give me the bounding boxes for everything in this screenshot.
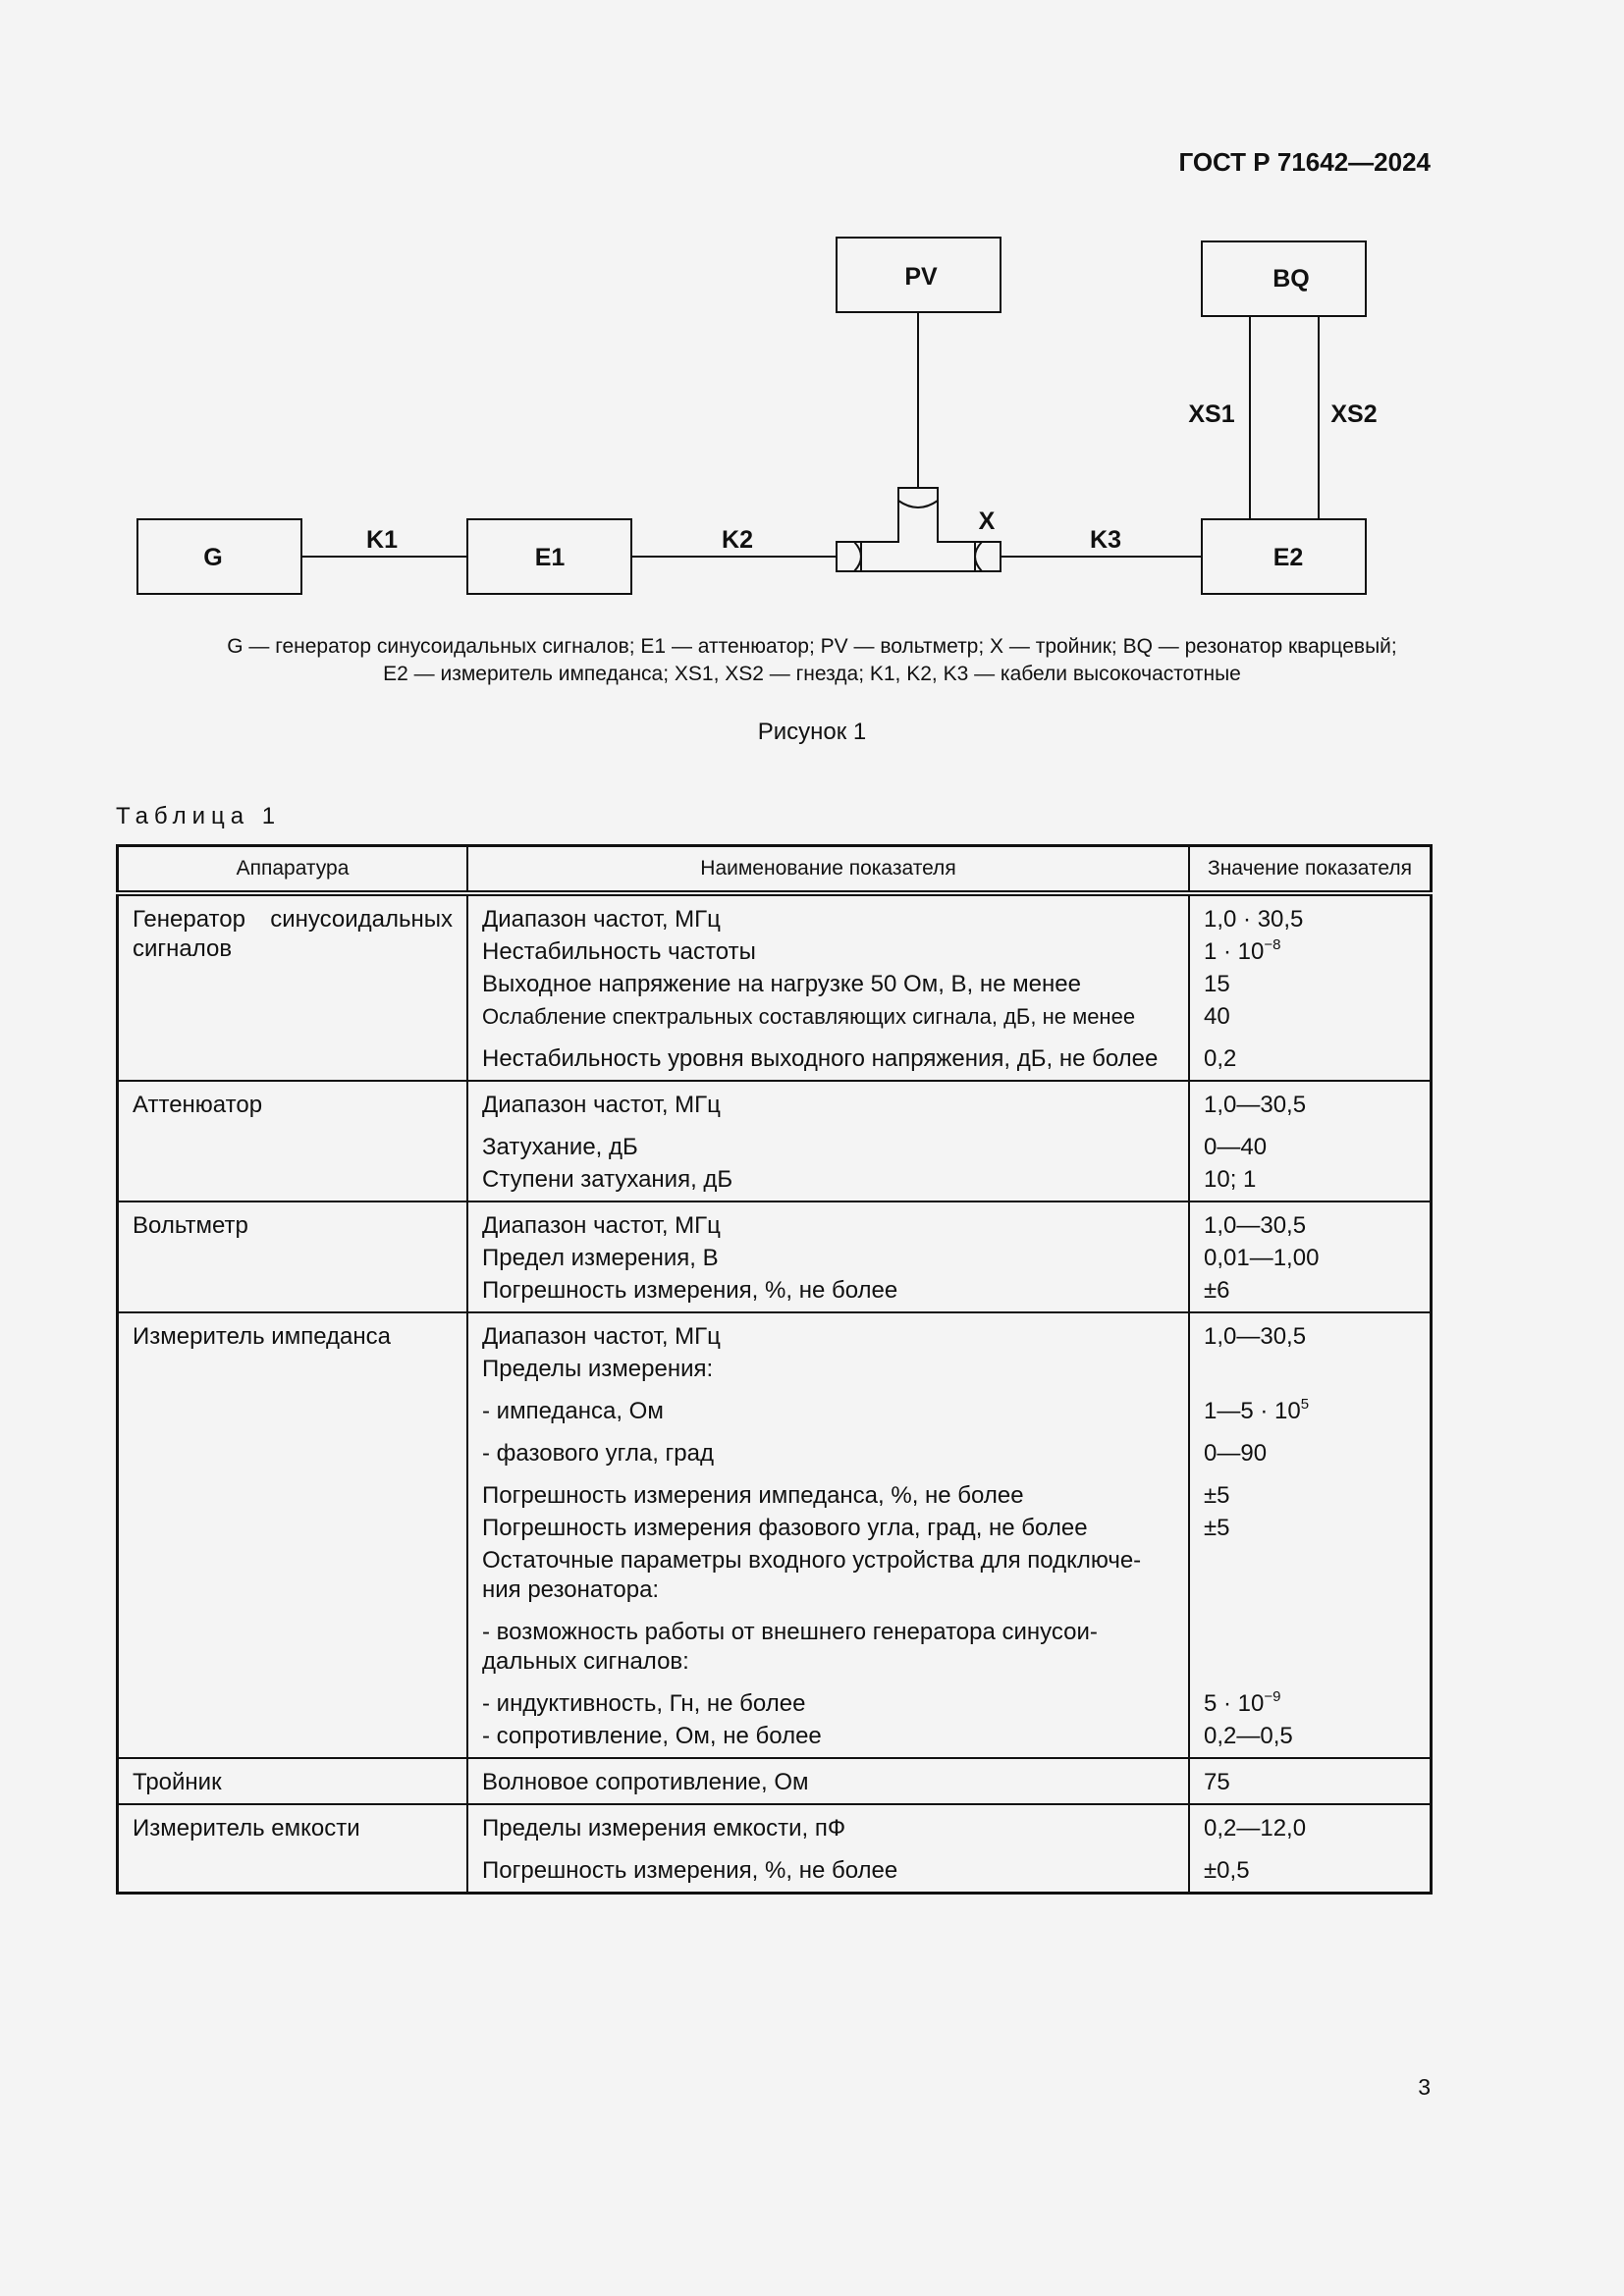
- value-cell: 10; 1: [1189, 1163, 1432, 1201]
- value-cell: [1189, 935, 1432, 968]
- column-header-value: Значение показателя: [1189, 846, 1432, 894]
- figure-legend-line-1: G — генератор синусоидальных сигналов; E1 — аттенюатор; PV — вольтметр; X — тройник; BQ — резонатор кварцевый;: [227, 635, 1397, 658]
- value-base: 5 · 10: [1204, 1690, 1265, 1717]
- tee-connector-symbol: [837, 488, 1001, 571]
- value-cell: [1189, 1678, 1432, 1720]
- table-title: Таблица 1: [116, 803, 282, 829]
- parameter-cell: Остаточные параметры входного устройства для подключе-ния резонатора:: [467, 1544, 1189, 1606]
- value-cell: [1189, 1606, 1432, 1678]
- table-group-tee: [118, 1758, 1432, 1804]
- parameter-cell: Предел измерения, В: [467, 1242, 1189, 1274]
- resonator-bq-label: BQ: [1272, 265, 1310, 293]
- column-header-apparatus: Аппаратура: [118, 846, 468, 894]
- table-row: [118, 1758, 1432, 1804]
- tee-x-label: X: [978, 507, 996, 535]
- apparatus-cell: Измеритель емкости: [118, 1804, 468, 1894]
- parameter-cell: - фазового угла, град: [467, 1427, 1189, 1469]
- table-group-impedance-meter: [118, 1312, 1432, 1758]
- generator-g-label: G: [203, 544, 223, 571]
- figure-caption: Рисунок 1: [757, 719, 867, 745]
- table-header-row: [118, 846, 1432, 894]
- table-row: [118, 893, 1432, 935]
- parameter-cell: Ослабление спектральных составляющих сигнала, дБ, не менее: [467, 1000, 1189, 1033]
- figure-legend: [0, 633, 1624, 688]
- impedance-meter-e2-label: E2: [1272, 544, 1304, 571]
- socket-xs1-label: XS1: [1188, 400, 1235, 428]
- value-cell: 0,01—1,00: [1189, 1242, 1432, 1274]
- value-exponent: −8: [1264, 936, 1281, 953]
- table-group-attenuator: [118, 1081, 1432, 1201]
- value-cell: ±6: [1189, 1274, 1432, 1312]
- voltmeter-pv-label: PV: [904, 263, 938, 291]
- page-number: 3: [1418, 2074, 1431, 2100]
- value-cell: [1189, 1385, 1432, 1427]
- parameter-cell: Погрешность измерения, %, не более: [467, 1274, 1189, 1312]
- cable-k2-label: K2: [722, 526, 753, 554]
- equipment-table: [116, 844, 1433, 1895]
- value-cell: 1,0 · 30,5: [1189, 893, 1432, 935]
- parameter-cell: Погрешность измерения фазового угла, град, не более: [467, 1512, 1189, 1544]
- value-cell: ±0,5: [1189, 1844, 1432, 1894]
- table-row: [118, 1201, 1432, 1242]
- parameter-cell: Затухание, дБ: [467, 1121, 1189, 1163]
- apparatus-cell: Аттенюатор: [118, 1081, 468, 1201]
- value-cell: 0,2: [1189, 1033, 1432, 1081]
- apparatus-cell: Генератор синусоидальных сигналов: [118, 893, 468, 1081]
- parameter-cell: Нестабильность частоты: [467, 935, 1189, 968]
- parameter-cell: Диапазон частот, МГц: [467, 1081, 1189, 1121]
- parameter-cell: Пределы измерения:: [467, 1353, 1189, 1385]
- figure-legend-line-2: E2 — измеритель импеданса; XS1, XS2 — гнезда; K1, K2, K3 — кабели высокочастотные: [383, 663, 1241, 685]
- value-cell: 0—40: [1189, 1121, 1432, 1163]
- table-group-generator: [118, 893, 1432, 1081]
- parameter-cell: Погрешность измерения импеданса, %, не более: [467, 1469, 1189, 1512]
- value-base: 1—5 · 10: [1204, 1398, 1301, 1424]
- value-cell: 1,0—30,5: [1189, 1081, 1432, 1121]
- table-row: [118, 1081, 1432, 1121]
- value-cell: 75: [1189, 1758, 1432, 1804]
- table-group-capacitance-meter: [118, 1804, 1432, 1894]
- value-exponent: −9: [1264, 1688, 1281, 1705]
- value-cell: 0—90: [1189, 1427, 1432, 1469]
- value-cell: 1,0—30,5: [1189, 1312, 1432, 1353]
- parameter-cell: - индуктивность, Гн, не более: [467, 1678, 1189, 1720]
- table-group-voltmeter: [118, 1201, 1432, 1312]
- column-header-parameter: Наименование показателя: [467, 846, 1189, 894]
- value-cell: 40: [1189, 1000, 1432, 1033]
- value-cell: ±5: [1189, 1469, 1432, 1512]
- parameter-cell: - сопротивление, Ом, не более: [467, 1720, 1189, 1758]
- table-row: [118, 1312, 1432, 1353]
- parameter-cell: Выходное напряжение на нагрузке 50 Ом, В, не менее: [467, 968, 1189, 1000]
- table-row: [118, 1804, 1432, 1844]
- apparatus-cell: Измеритель импеданса: [118, 1312, 468, 1758]
- apparatus-cell: Тройник: [118, 1758, 468, 1804]
- value-cell: 1,0—30,5: [1189, 1201, 1432, 1242]
- value-cell: [1189, 1353, 1432, 1385]
- parameter-cell: Погрешность измерения, %, не более: [467, 1844, 1189, 1894]
- value-cell: ±5: [1189, 1512, 1432, 1544]
- parameter-cell: Нестабильность уровня выходного напряжения, дБ, не более: [467, 1033, 1189, 1081]
- parameter-cell: Диапазон частот, МГц: [467, 1201, 1189, 1242]
- block-diagram: [0, 0, 1624, 707]
- attenuator-e1-label: E1: [534, 544, 566, 571]
- value-cell: 15: [1189, 968, 1432, 1000]
- cable-k3-label: K3: [1090, 526, 1121, 554]
- apparatus-cell: Вольтметр: [118, 1201, 468, 1312]
- parameter-cell: Диапазон частот, МГц: [467, 893, 1189, 935]
- parameter-cell: - возможность работы от внешнего генератора синусои-дальных сигналов:: [467, 1606, 1189, 1678]
- value-exponent: 5: [1300, 1396, 1310, 1413]
- parameter-cell: Диапазон частот, МГц: [467, 1312, 1189, 1353]
- value-base: 1 · 10: [1204, 938, 1265, 965]
- parameter-cell: - импеданса, Ом: [467, 1385, 1189, 1427]
- cable-k1-label: K1: [366, 526, 398, 554]
- parameter-cell: Волновое сопротивление, Ом: [467, 1758, 1189, 1804]
- value-cell: 0,2—0,5: [1189, 1720, 1432, 1758]
- parameter-cell: Пределы измерения емкости, пФ: [467, 1804, 1189, 1844]
- socket-xs2-label: XS2: [1330, 400, 1378, 428]
- value-cell: 0,2—12,0: [1189, 1804, 1432, 1844]
- parameter-cell: Ступени затухания, дБ: [467, 1163, 1189, 1201]
- value-cell: [1189, 1544, 1432, 1606]
- document-standard-number: ГОСТ Р 71642—2024: [1178, 147, 1431, 177]
